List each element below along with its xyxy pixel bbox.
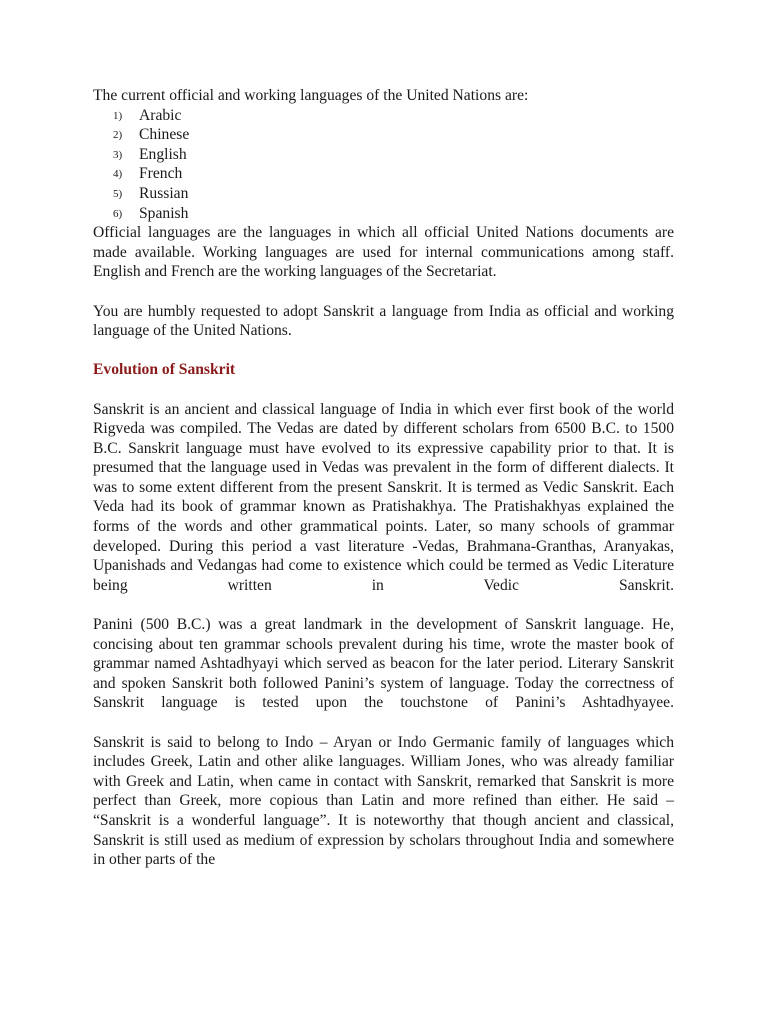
language-name: Spanish: [139, 204, 189, 222]
list-item: [93, 125, 674, 145]
list-item: [93, 145, 674, 165]
language-name: Chinese: [139, 126, 190, 144]
list-item: [93, 204, 674, 224]
document-page: [93, 86, 674, 870]
list-item: [93, 164, 674, 184]
intro-line: The current official and working languages of the United Nations are:: [93, 87, 529, 104]
evolution-heading: Evolution of Sanskrit: [93, 361, 236, 379]
list-number: 6): [113, 207, 123, 220]
language-name: French: [139, 165, 183, 183]
list-item: [93, 184, 674, 204]
request-paragraph: You are humbly requested to adopt Sanskrit a language from India as official and working language of the United Nations.: [93, 302, 674, 340]
list-number: 3): [113, 148, 123, 161]
list-number: 5): [113, 187, 123, 200]
list-number: 1): [113, 109, 123, 122]
official-languages-paragraph: Official languages are the languages in which all official United Nations documents are made available. Working languages are used for internal communications among staff. English and French are the working languages of the Secretariat.: [93, 224, 674, 281]
list-number: 4): [113, 168, 123, 181]
list-item: [93, 106, 674, 126]
vedic-sanskrit-paragraph: Sanskrit is an ancient and classical language of India in which ever first book of the world Rigveda was compiled. The Vedas are dated by different scholars from 6500 B.C. to 1500 B.C. Sanskrit language must have evolved to its expressive capability prior to that. It is presumed that the language used in Vedas was prevalent in the form of different dialects. It was to some extent different from the present Sanskrit. It is termed as Vedic Sanskrit. Each Veda had its book of grammar known as Pratishakhya. The Pratishakhyas explained the forms of the words and other grammatical points. Later, so many schools of grammar developed. During this period a vast literature -Vedas, Brahmana-Granthas, Aranyakas, Upanishads and Vedangas had come to existence which could be termed as Vedic Literature being written in Vedic Sanskrit.: [93, 400, 674, 594]
languages-list: [93, 106, 674, 224]
language-name: English: [139, 145, 187, 163]
language-family-paragraph: Sanskrit is said to belong to Indo – Aryan or Indo Germanic family of languages which includes Greek, Latin and other alike languages. William Jones, who was already familiar with Greek and Latin, when came in contact with Sanskrit, remarked that Sanskrit is more perfect than Greek, more copious than Latin and more refined than either. He said – “Sanskrit is a wonderful language”. It is noteworthy that though ancient and classical, Sanskrit is still used as medium of expression by scholars throughout India and somewhere in other parts of the: [93, 733, 674, 869]
panini-paragraph: Panini (500 B.C.) was a great landmark in the development of Sanskrit language. He, concising about ten grammar schools prevalent during his time, wrote the master book of grammar named Ashtadhyayi which served as beacon for the later period. Literary Sanskrit and spoken Sanskrit both followed Panini’s system of language. Today the correctness of Sanskrit language is tested upon the touchstone of Panini’s Ashtadhyayee.: [93, 616, 674, 712]
list-number: 2): [113, 129, 123, 142]
language-name: Russian: [139, 184, 189, 202]
language-name: Arabic: [139, 106, 182, 124]
